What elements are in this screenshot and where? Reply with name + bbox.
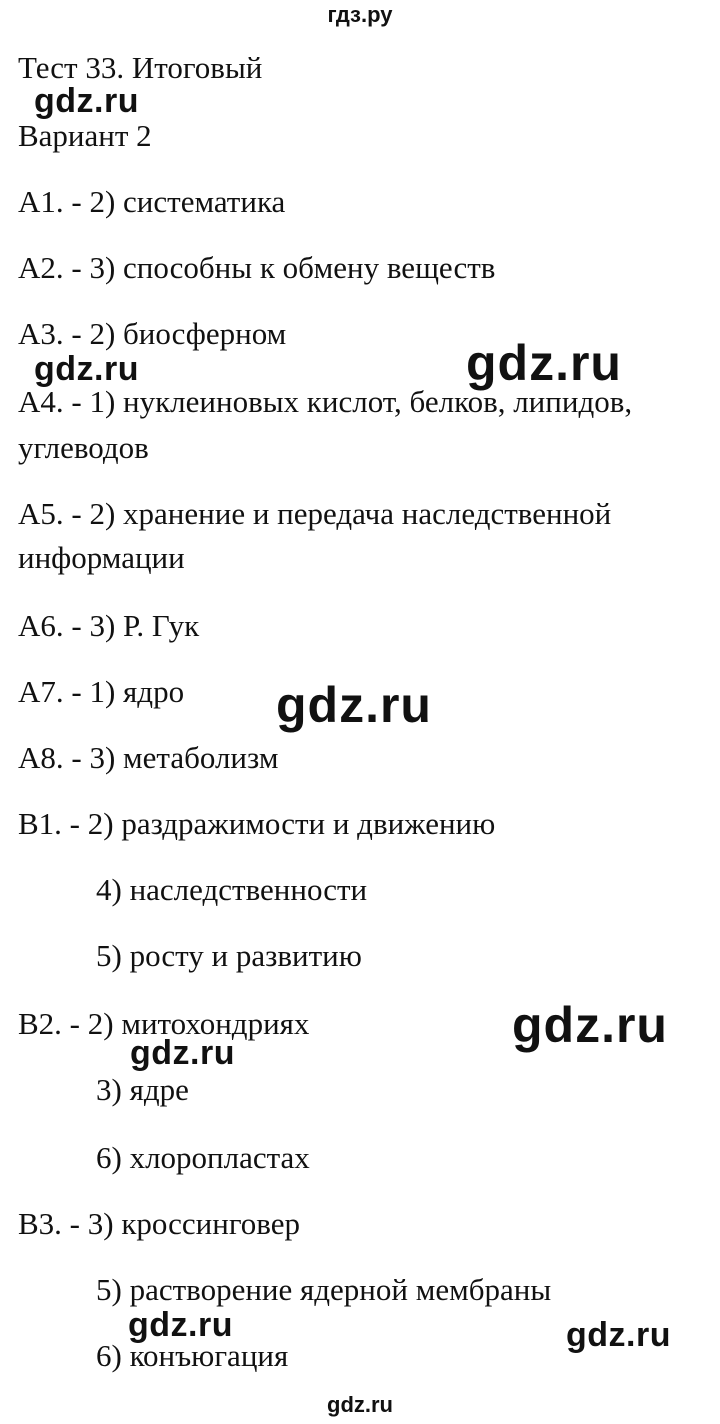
answer-b1-line1: В1. - 2) раздражимости и движению bbox=[18, 806, 496, 841]
test-title: Тест 33. Итоговый bbox=[18, 50, 263, 85]
watermark: gdz.ru bbox=[566, 1316, 671, 1354]
answer-b2-line2: 3) ядре bbox=[96, 1072, 189, 1107]
answer-b2-line1: В2. - 2) митохондриях bbox=[18, 1006, 310, 1041]
answer-a6: А6. - 3) Р. Гук bbox=[18, 608, 200, 643]
answer-a8: А8. - 3) метаболизм bbox=[18, 740, 279, 775]
answer-a4-line1: А4. - 1) нуклеиновых кислот, белков, липидов, bbox=[18, 384, 633, 419]
variant-label: Вариант 2 bbox=[18, 118, 152, 153]
site-footer: gdz.ru bbox=[327, 1392, 393, 1417]
watermark: gdz.ru bbox=[34, 350, 139, 388]
answer-b3-line1: В3. - 3) кроссинговер bbox=[18, 1206, 301, 1241]
site-header: гдз.ру bbox=[327, 2, 393, 27]
answer-a5-line1: А5. - 2) хранение и передача наследственной bbox=[18, 496, 612, 531]
answer-b3-line3: 6) конъюгация bbox=[96, 1338, 289, 1373]
answer-a1: А1. - 2) систематика bbox=[18, 184, 286, 219]
watermark: gdz.ru bbox=[512, 997, 668, 1053]
answer-b1-line2: 4) наследственности bbox=[96, 872, 368, 907]
answer-a5-line2: информации bbox=[18, 540, 185, 575]
answer-b3-line2: 5) растворение ядерной мембраны bbox=[96, 1272, 552, 1307]
answer-a7: А7. - 1) ядро bbox=[18, 674, 185, 709]
answer-b2-line3: 6) хлоропластах bbox=[96, 1140, 310, 1175]
answer-a3: А3. - 2) биосферном bbox=[18, 316, 287, 351]
answer-a4-line2: углеводов bbox=[18, 430, 149, 465]
answer-b1-line3: 5) росту и развитию bbox=[96, 938, 362, 973]
answer-a2: А2. - 3) способны к обмену веществ bbox=[18, 250, 496, 285]
watermark: gdz.ru bbox=[466, 335, 622, 391]
watermark: gdz.ru bbox=[128, 1306, 233, 1344]
watermark: gdz.ru bbox=[276, 677, 432, 733]
watermark: gdz.ru bbox=[130, 1034, 235, 1072]
watermark: gdz.ru bbox=[34, 82, 139, 120]
